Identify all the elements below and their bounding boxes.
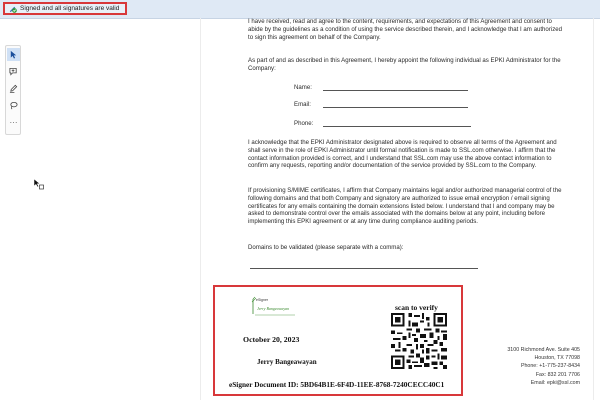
appointment-paragraph: As part of and as described in this Agreement, I hereby appoint the following individual as EPKI Administrator for the Company: — [248, 57, 561, 72]
name-label: Name: — [294, 84, 312, 91]
email-field[interactable] — [323, 107, 468, 108]
annotation-toolbar — [5, 45, 21, 135]
handwritten-signature: Jerry Bangeawayan — [257, 306, 290, 311]
address-phone: Phone: +1-775-237-8434 — [520, 363, 580, 370]
lasso-icon — [9, 101, 18, 110]
cursor-arrow-icon — [9, 50, 18, 59]
draw-tool[interactable] — [7, 82, 20, 95]
document-view[interactable] — [195, 19, 600, 400]
company-address-block — [471, 346, 580, 387]
esigner-document-id: eSigner Document ID: 5BD64B1E-6F4D-11EE-8768-7240CECC40C1 — [229, 380, 445, 389]
more-icon: ··· — [9, 117, 18, 127]
pen-icon — [9, 84, 18, 93]
scan-to-verify-label: scan to verify — [395, 303, 438, 312]
address-email: Email: epki@ssl.com — [530, 379, 580, 386]
name-field[interactable] — [323, 90, 468, 91]
agreement-paragraph: I have received, read and agree to the content, requirements, and expectations of this Agreement and consent to abide by the guidelines as a condition of using the service described therein, and I acknowledge that I am authorized to sign this agreement on behalf of the Company. — [248, 18, 563, 41]
esigner-signature-logo — [249, 295, 299, 319]
domains-label: Domains to be validated (please separate with a comma): — [248, 244, 404, 251]
signature-date: October 20, 2023 — [243, 335, 300, 344]
esigner-logo-text: eSigner — [256, 298, 269, 302]
verification-qr-code[interactable] — [391, 313, 447, 369]
esigner-signature-stamp — [213, 285, 463, 396]
more-tools-button[interactable] — [7, 116, 20, 129]
signature-status-bar — [0, 0, 600, 19]
signer-name: Jerry Bangeawayan — [257, 358, 317, 366]
domains-field[interactable] — [250, 268, 478, 269]
administrator-paragraph: I acknowledge that the EPKI Administrator designated above is required to observe all terms of the Agreement and shall serve in the role of EPKI Administrator until formal notification is made to SSL.com otherwise. I affirm that the contact information provided is correct, and I understand that SSL.com may use the above contact information to confirm any requests, reporting and/or documentation of the service provided by SSL.com to the Company. — [248, 139, 557, 170]
comment-tool[interactable] — [7, 65, 20, 78]
signature-valid-icon — [8, 4, 17, 13]
signature-status-indicator[interactable] — [3, 2, 127, 15]
email-label: Email: — [294, 101, 311, 108]
mouse-cursor-icon — [33, 178, 45, 190]
address-street: 3100 Richmond Ave. Suite 405 — [507, 347, 580, 353]
phone-label: Phone: — [294, 120, 314, 127]
phone-field[interactable] — [323, 126, 471, 127]
address-fax: Fax: 832 201 7706 — [535, 371, 580, 378]
select-tool[interactable] — [7, 48, 20, 61]
address-city: Houston, TX 77098 — [534, 355, 580, 362]
lasso-tool[interactable] — [7, 99, 20, 112]
signature-status-text: Signed and all signatures are valid — [20, 5, 120, 12]
document-page — [200, 18, 594, 400]
left-tool-pane — [0, 19, 195, 400]
comment-plus-icon — [9, 67, 18, 76]
smime-paragraph: If provisioning S/MIME certificates, I affirm that Company maintains legal and/or authorized managerial control of the following domains and that both Company and signatory are authorized to issue email encryption / email signing certificates for any emails containing the domain extensions listed below. I understand that I and company may be asked to demonstrate control over the emails associated with the domains below at any point, including before implementing this EPKI agreement or at any time during compliance auditing periods. — [248, 187, 562, 226]
